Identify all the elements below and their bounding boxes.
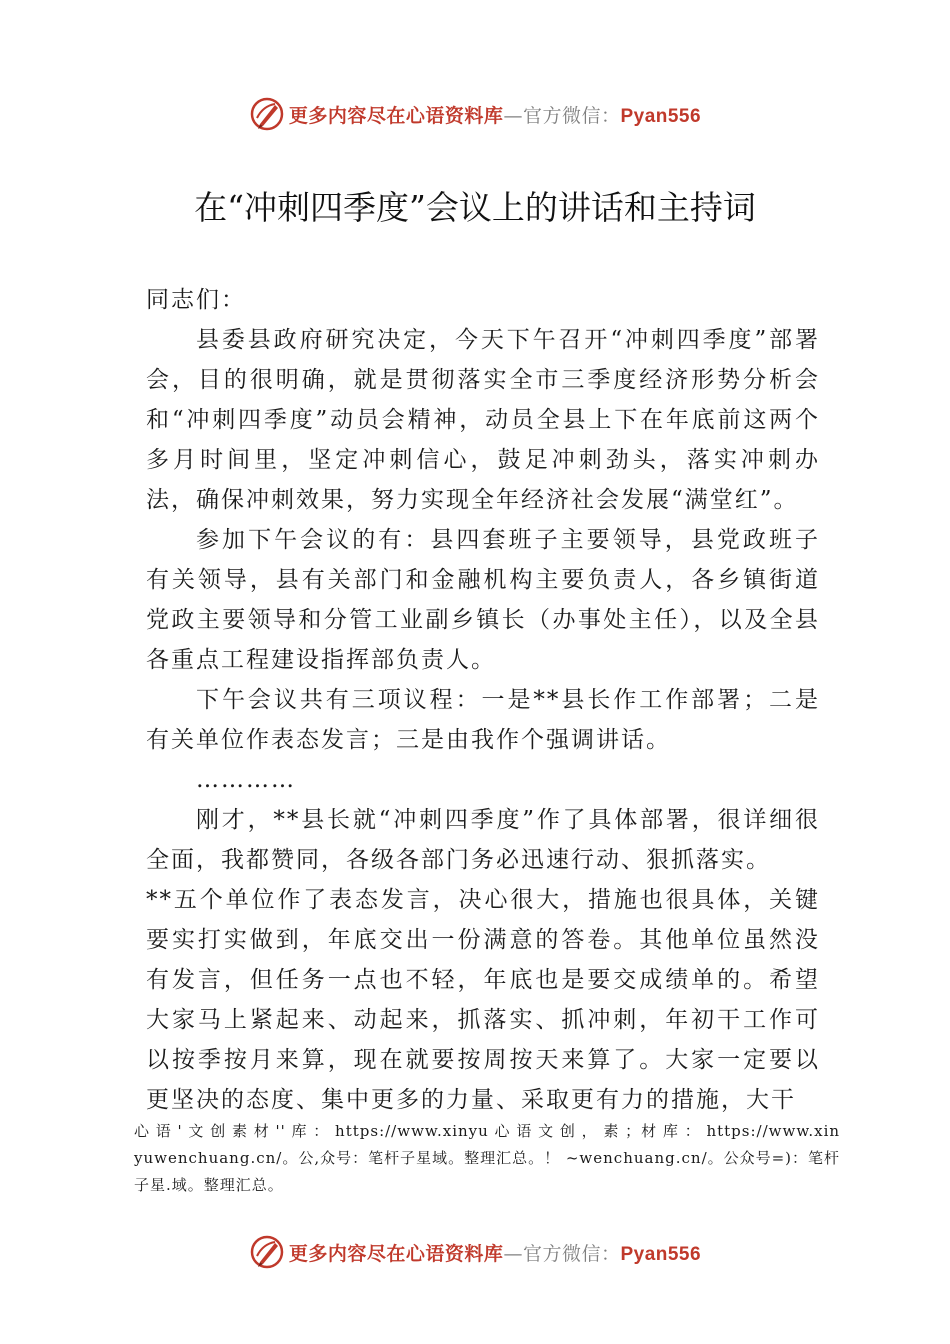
ellipsis-divider: ………… [196, 767, 296, 793]
paragraph: 参加下午会议的有：县四套班子主要领导，县党政班子有关领导，县有关部门和金融机构主要负责人，各乡镇街道党政主要领导和分管工业副乡镇长（办事处主任），以及全县各重点工程建设指挥部负责人。 [146, 527, 820, 673]
paragraph: 下午会议共有三项议程：一是**县长作工作部署；二是有关单位作表态发言；三是由我作个强调讲话。 [146, 687, 820, 753]
banner-main-text: 更多内容尽在心语资料库 [288, 104, 504, 127]
header-banner [0, 92, 950, 136]
banner-wechat-id: Pyan556 [620, 105, 702, 127]
banner-wechat-id: Pyan556 [620, 1243, 702, 1265]
paragraph: **五个单位作了表态发言，决心很大，措施也很具体，关键要实打实做到，年底交出一份满意的答卷。其他单位虽然没有发言，但任务一点也不轻，年底也是要交成绩单的。希望大家马上紧起来、动起来，抓落实、抓冲刺，年初干工作可以按季按月来算，现在就要按周按天来算了。大家一定要以更坚决的态度、集中更多的力量、采取更有力的措施，大干 [146, 887, 820, 1113]
banner-main-text: 更多内容尽在心语资料库 [288, 1242, 504, 1265]
banner-dash: — [503, 104, 523, 127]
banner-text [289, 1239, 701, 1266]
banner-wechat-label: 官方微信： [522, 104, 621, 127]
greeting: 同志们： [146, 287, 246, 313]
banner-wechat-label: 官方微信： [522, 1242, 621, 1265]
document-title: 在“冲刺四季度”会议上的讲话和主持词 [194, 188, 756, 227]
pen-logo-icon [249, 96, 285, 132]
pen-logo-icon [249, 1234, 285, 1270]
paragraph: 刚才，**县长就“冲刺四季度”作了具体部署，很详细很全面，我都赞同，各级各部门务必迅速行动、狠抓落实。 [146, 807, 820, 873]
source-watermark-note: 心 语 ' 文 创 素 材 '' 库 ： https://www.xinyu 心 语 文 创 ， 素 ；材 库 ： https://www.xinyuwenchuang.cn/。公,众号：笔杆子星域。整理汇总。！ ~wenchuang.cn/。公众号=)：笔杆子星.域。整理汇总。 [134, 1122, 841, 1194]
paragraph: 县委县政府研究决定，今天下午召开“冲刺四季度”部署会，目的很明确，就是贯彻落实全市三季度经济形势分析会和“冲刺四季度”动员会精神，动员全县上下在年底前这两个多月时间里，坚定冲刺信心，鼓足冲刺劲头，落实冲刺办法，确保冲刺效果，努力实现全年经济社会发展“满堂红”。 [146, 327, 820, 513]
document-body [146, 280, 820, 1120]
footer-banner [0, 1230, 950, 1274]
banner-text [289, 101, 701, 128]
banner-dash: — [503, 1242, 523, 1265]
